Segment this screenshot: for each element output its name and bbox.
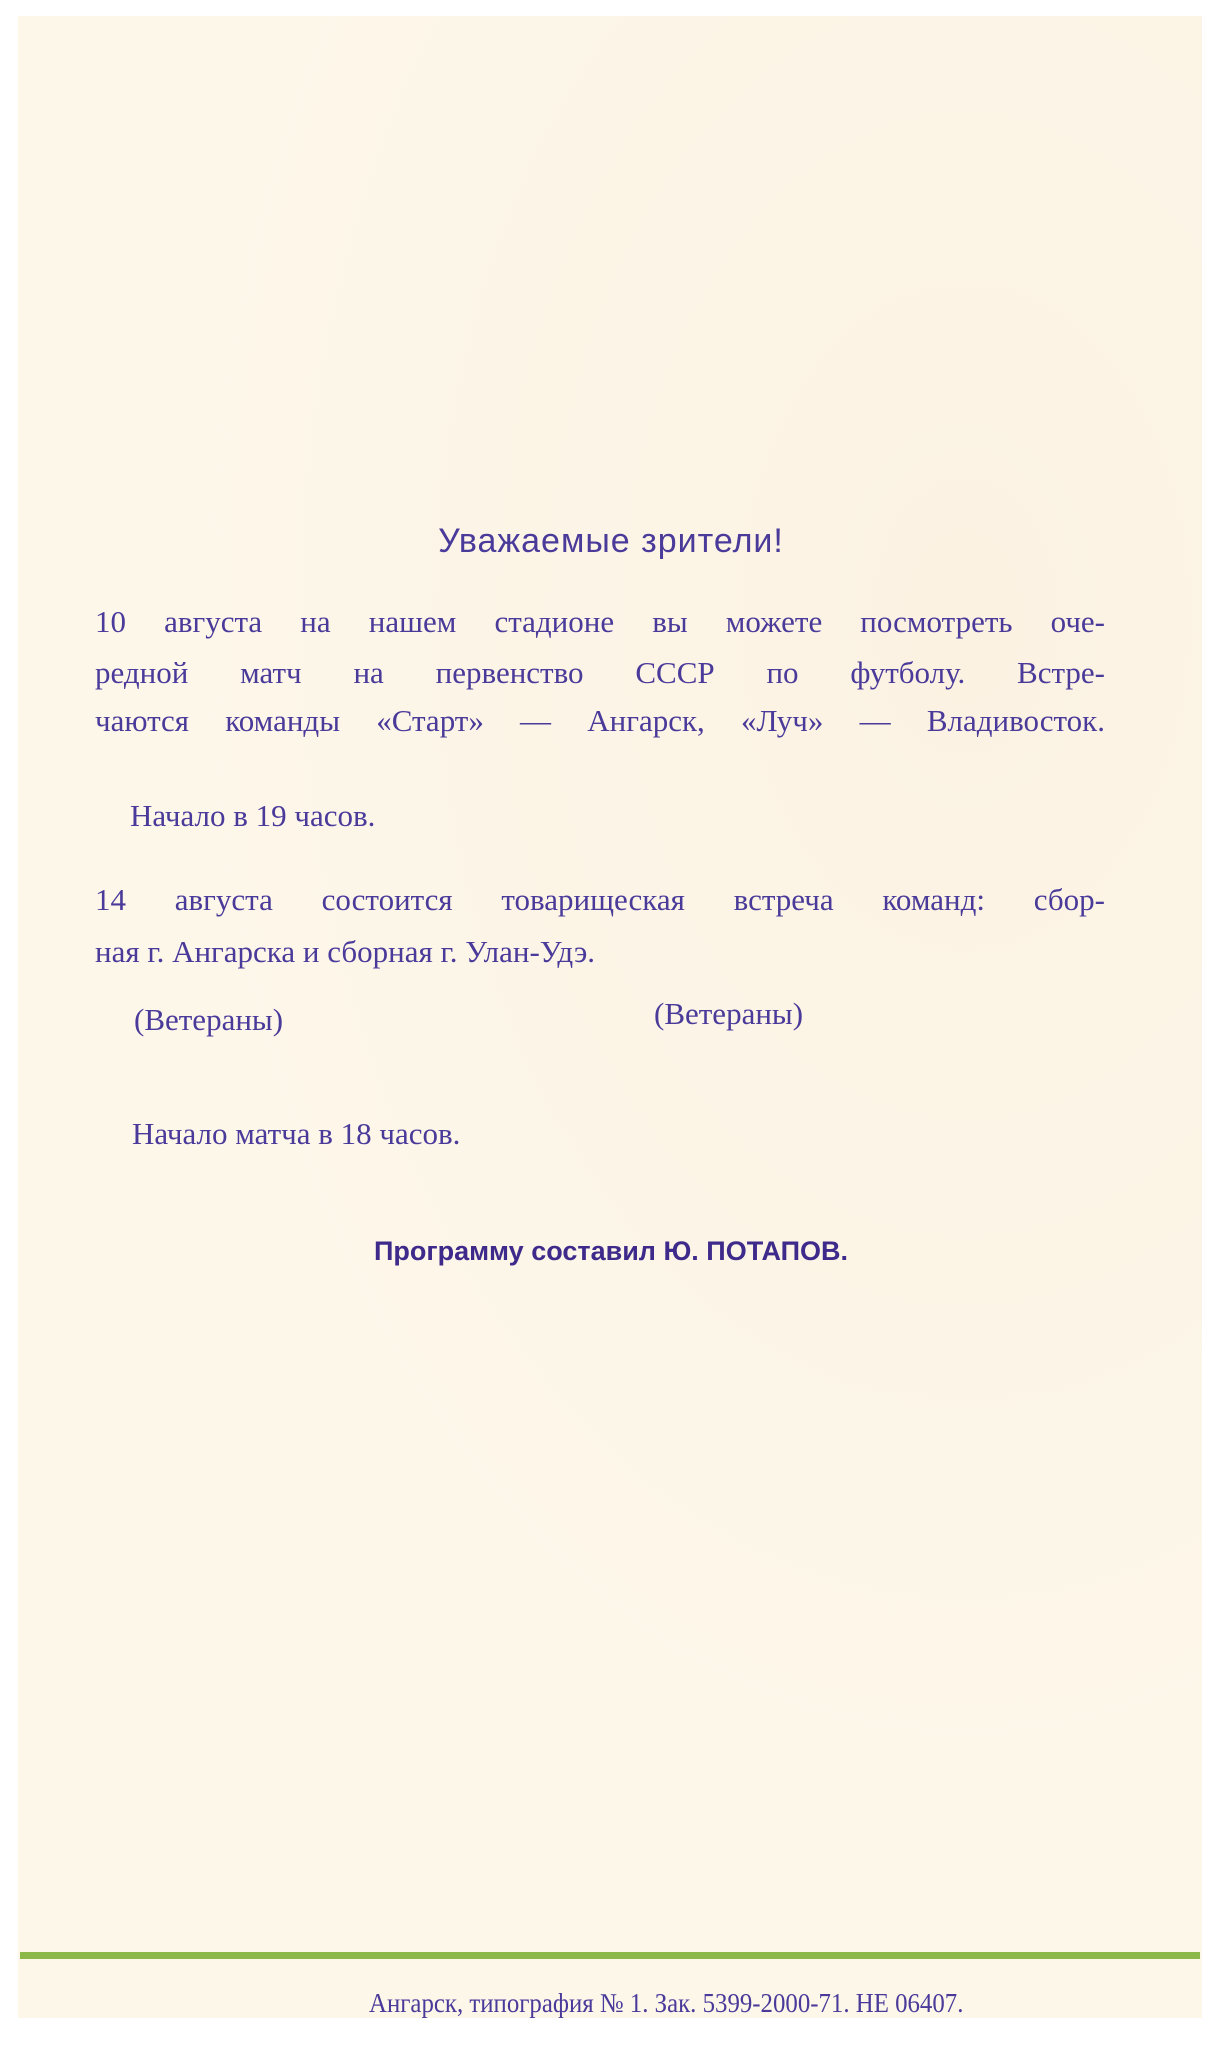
paragraph1-line2: редной матч на первенство СССР по футболу. Встре-: [95, 655, 1105, 690]
start-time-2: Начало матча в 18 часов.: [132, 1116, 461, 1151]
heading: Уважаемые зрители!: [438, 522, 784, 560]
compiled-by: Программу составил Ю. ПОТАПОВ.: [373, 1236, 849, 1266]
paragraph1-line1: 10 августа на нашем стадионе вы можете посмотреть оче-: [95, 604, 1105, 639]
printer-imprint: Ангарск, типография № 1. Зак. 5399-2000-71. НЕ 06407.: [369, 1988, 964, 2018]
veterans-left: (Ветераны): [134, 1002, 284, 1037]
veterans-right: (Ветераны): [654, 996, 804, 1031]
paragraph2-line2: ная г. Ангарска и сборная г. Улан-Удэ.: [95, 934, 596, 969]
paragraph1-line3: чаются команды «Старт» — Ангарск, «Луч» — Владивосток.: [95, 703, 1105, 738]
green-rule: [20, 1952, 1200, 1959]
start-time-1: Начало в 19 часов.: [130, 798, 376, 833]
paragraph2-line1: 14 августа состоится товарищеская встреча команд: сбор-: [95, 882, 1105, 917]
